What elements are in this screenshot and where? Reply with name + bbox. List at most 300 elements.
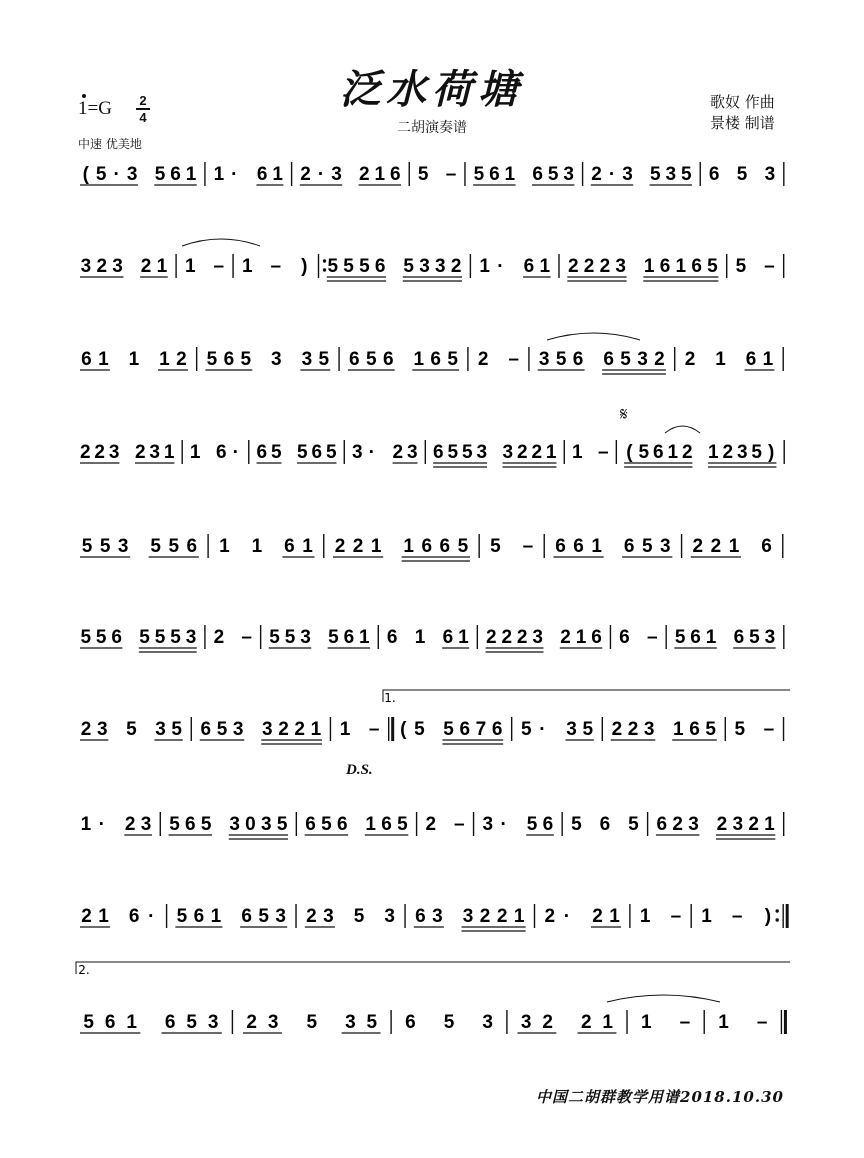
note: 5	[126, 719, 137, 740]
note: 3	[532, 627, 543, 648]
note: 1	[339, 719, 351, 740]
note: 2	[79, 442, 91, 463]
note: 1	[310, 719, 322, 740]
note: 2	[477, 349, 489, 370]
note: 5	[306, 1012, 318, 1033]
note: 5	[154, 627, 166, 648]
note: 1	[675, 256, 687, 277]
note: 2	[599, 256, 611, 277]
note: 6	[459, 719, 471, 740]
note: 1	[163, 442, 175, 463]
note: 1	[413, 349, 425, 370]
note: 6	[241, 906, 252, 927]
note: 1	[251, 536, 263, 557]
note: 3	[96, 719, 108, 740]
note: 5	[526, 814, 538, 835]
note: 3	[301, 349, 313, 370]
note: 6	[193, 906, 205, 927]
note: 1	[98, 906, 109, 927]
note: 2	[684, 349, 696, 370]
note: 1	[414, 627, 426, 648]
note: 2	[124, 814, 136, 835]
symbol: ·	[232, 442, 239, 463]
note: 6	[128, 906, 140, 927]
note: 5	[168, 536, 180, 557]
note: 5	[638, 442, 650, 463]
note: 2	[591, 164, 602, 185]
note: 5	[206, 349, 218, 370]
symbol: ·	[148, 906, 155, 927]
note: 5	[520, 719, 532, 740]
note: 1	[156, 256, 168, 277]
note: 5	[707, 256, 718, 277]
note: 1	[708, 442, 719, 463]
symbol: –	[368, 719, 380, 740]
note: 1	[728, 536, 740, 557]
note: 2	[654, 349, 665, 370]
note: 1	[458, 627, 469, 648]
meter-bottom: 4	[139, 109, 147, 125]
note: 1	[705, 627, 717, 648]
note: 3	[140, 814, 152, 835]
note: 5	[328, 627, 339, 648]
note: 6	[659, 256, 671, 277]
note: 2	[134, 442, 146, 463]
note: 5	[81, 536, 93, 557]
note: 5	[620, 349, 631, 370]
note: 2	[352, 536, 364, 557]
note: 6	[745, 349, 757, 370]
note: 2	[485, 627, 497, 648]
note: 2	[583, 256, 595, 277]
note: 3	[764, 164, 776, 185]
note: 3	[419, 256, 430, 277]
note: 1	[185, 164, 197, 185]
note: 6	[591, 627, 602, 648]
note: 1	[641, 1012, 652, 1033]
note: 2	[213, 627, 225, 648]
note: 1	[98, 349, 109, 370]
volta-1-bracket	[383, 690, 790, 702]
note: 3	[732, 814, 744, 835]
note: 1	[359, 627, 370, 648]
note: 1	[370, 536, 382, 557]
note: 3	[267, 1012, 279, 1033]
symbol: )	[764, 906, 772, 927]
note: 2	[592, 906, 603, 927]
note: 2	[716, 814, 728, 835]
note: 2	[627, 719, 639, 740]
note: 1	[213, 164, 225, 185]
note: 6	[336, 814, 348, 835]
note: 6	[343, 627, 355, 648]
note: 3	[117, 536, 129, 557]
note: 5	[200, 814, 212, 835]
note: 6	[442, 627, 454, 648]
note: 3	[643, 719, 655, 740]
note: 5	[318, 349, 330, 370]
note: 3	[520, 1012, 532, 1033]
slur-arc	[547, 333, 640, 340]
note: 6	[415, 906, 426, 927]
note: 3	[476, 442, 488, 463]
note: 5	[150, 536, 161, 557]
note: 5	[751, 442, 763, 463]
note: 5	[258, 906, 269, 927]
note: 3	[622, 164, 633, 185]
note: 1	[504, 164, 516, 185]
arranger-credit: 景楼 制谱	[710, 114, 775, 132]
note: 1	[128, 349, 140, 370]
symbol: ·	[563, 906, 571, 927]
note: 2	[580, 1012, 592, 1033]
slur-arc	[665, 426, 700, 433]
note: 6	[433, 442, 444, 463]
note: 2	[710, 536, 722, 557]
note: 5	[681, 164, 692, 185]
note: 5	[749, 627, 760, 648]
note: 6	[603, 349, 614, 370]
note: 6	[573, 536, 584, 557]
note: 6	[186, 536, 198, 557]
note: 5	[171, 719, 182, 740]
note: 6	[572, 349, 584, 370]
note: 5	[99, 536, 111, 557]
note: 2	[450, 256, 462, 277]
note: 2	[96, 256, 108, 277]
note: 2	[359, 164, 370, 185]
note: 6	[653, 442, 664, 463]
note: 6	[430, 349, 441, 370]
note: 3	[323, 906, 334, 927]
note: 3	[262, 719, 273, 740]
symbol: –	[270, 256, 282, 277]
note: 6	[489, 164, 500, 185]
note: 6	[523, 256, 535, 277]
note: 6	[256, 442, 268, 463]
note: 3	[185, 627, 197, 648]
note: 2	[567, 256, 579, 277]
symbol: –	[763, 719, 775, 740]
note: 5	[705, 719, 716, 740]
note: 5	[547, 164, 559, 185]
note: 5	[414, 719, 425, 740]
volta-2-label: 2.	[78, 963, 90, 977]
note: 3	[155, 719, 166, 740]
symbol: ·	[500, 814, 507, 835]
note: 3	[352, 442, 363, 463]
note: 2	[334, 536, 346, 557]
note: 2	[560, 627, 571, 648]
note: 1	[189, 442, 201, 463]
note: 1	[575, 627, 587, 648]
note: 2	[672, 814, 683, 835]
note: 3	[229, 814, 240, 835]
note: 3	[260, 814, 272, 835]
note: 6	[532, 164, 543, 185]
symbol: ·	[231, 164, 238, 185]
note: 5	[582, 719, 594, 740]
note: 2	[611, 719, 623, 740]
note: 2	[501, 627, 513, 648]
note: 5	[417, 164, 429, 185]
symbol: ·	[539, 719, 546, 740]
note: 1	[591, 536, 602, 557]
note: 5	[359, 256, 370, 277]
note: 5	[366, 1012, 378, 1033]
note: 3	[615, 256, 626, 277]
note: 2	[81, 906, 92, 927]
note: 2	[681, 442, 693, 463]
note: 1	[701, 906, 712, 927]
note: 3	[345, 1012, 356, 1033]
note: 6	[81, 349, 92, 370]
note: 3	[462, 906, 474, 927]
note: 3	[300, 627, 311, 648]
note: 5	[170, 627, 181, 648]
note: 5	[276, 814, 288, 835]
note: 6	[439, 536, 451, 557]
note: 6	[733, 627, 745, 648]
note: 2	[294, 719, 305, 740]
symbol: –	[598, 442, 609, 463]
note: 5	[571, 814, 582, 835]
note: 2	[479, 906, 491, 927]
note: 6	[599, 814, 611, 835]
note: 3	[384, 906, 396, 927]
note: 1	[272, 164, 283, 185]
note: 2	[722, 442, 734, 463]
note: 5	[176, 906, 188, 927]
note: 1	[609, 906, 620, 927]
note: 1	[242, 256, 253, 277]
note: 6	[491, 719, 503, 740]
note: 1	[539, 256, 551, 277]
note: 3	[563, 164, 574, 185]
symbol: ·	[608, 164, 616, 185]
note: 5	[447, 349, 458, 370]
note: 1	[513, 906, 525, 927]
note: 2	[306, 906, 317, 927]
ds-marking: D.S.	[346, 762, 373, 778]
note: 5	[297, 442, 308, 463]
symbol: (	[82, 164, 89, 185]
note: 6	[691, 256, 702, 277]
symbol: )	[768, 442, 775, 463]
note: 1	[764, 814, 775, 835]
note: 1	[673, 719, 684, 740]
note: 1	[545, 442, 557, 463]
composer-credit: 歌奴 作曲	[710, 93, 775, 111]
note: 3	[688, 814, 699, 835]
note: 3	[432, 906, 443, 927]
footer-credit: 中国二胡群教学用谱2018.10.30	[536, 1088, 784, 1106]
note: 2	[140, 256, 152, 277]
note: 6	[223, 349, 235, 370]
note: 1	[80, 814, 92, 835]
note: 5	[240, 349, 252, 370]
note: 5	[139, 627, 150, 648]
symbol: (	[400, 719, 407, 740]
repeat-dot	[323, 259, 326, 262]
note: 1	[715, 349, 726, 370]
note: 6	[690, 627, 701, 648]
note: 6	[164, 1012, 176, 1033]
note: 5	[353, 906, 365, 927]
note: 5	[457, 536, 469, 557]
symbol: –	[508, 349, 519, 370]
note: 5	[321, 814, 332, 835]
note: 2	[425, 814, 437, 835]
note: 5	[154, 164, 166, 185]
note: 5	[365, 349, 377, 370]
note: 2	[246, 1012, 257, 1033]
note: 1	[159, 349, 170, 370]
note: 6	[386, 627, 398, 648]
note: 6	[390, 164, 401, 185]
symbol: –	[522, 536, 534, 557]
note: 1	[210, 906, 222, 927]
note: 6	[619, 627, 630, 648]
note: 5	[327, 256, 339, 277]
note: 6	[104, 1012, 116, 1033]
note: 3	[275, 906, 286, 927]
note: 5	[270, 442, 282, 463]
note: 1	[602, 1012, 613, 1033]
note: 5	[403, 256, 414, 277]
symbol: ·	[368, 442, 375, 463]
score-subtitle: 二胡演奏谱	[397, 120, 467, 136]
note: 3	[80, 256, 92, 277]
note: 5	[555, 349, 567, 370]
key-signature: 1=G	[78, 98, 112, 119]
note: 5	[735, 256, 747, 277]
note: 6	[215, 442, 227, 463]
note: 5	[650, 164, 661, 185]
note: 2	[300, 164, 311, 185]
note: 5	[674, 627, 686, 648]
note: 1	[718, 1012, 729, 1033]
symbol: –	[670, 906, 682, 927]
note: 5	[325, 442, 337, 463]
score-title: 泛水荷塘	[340, 66, 524, 113]
slur-arc	[607, 995, 720, 1002]
volta-2-bracket	[76, 962, 790, 974]
note: 2	[516, 442, 528, 463]
note: 5	[447, 442, 459, 463]
symbol: ·	[317, 164, 325, 185]
note: 5	[461, 442, 473, 463]
note: 3	[482, 1012, 493, 1033]
note: 1	[571, 442, 583, 463]
note: 0	[245, 814, 256, 835]
symbol: –	[679, 1012, 691, 1033]
note: 3	[538, 349, 550, 370]
note: 1	[374, 164, 386, 185]
note: 5	[490, 536, 501, 557]
note: 2	[496, 906, 508, 927]
note: 2	[80, 719, 92, 740]
note: 3	[407, 442, 418, 463]
note: 2	[748, 814, 759, 835]
volta-1-label: 1.	[384, 691, 396, 705]
note: 1	[219, 536, 230, 557]
symbol: –	[756, 1012, 768, 1033]
symbol: –	[241, 627, 253, 648]
note: 1	[639, 906, 651, 927]
note: 5	[397, 814, 408, 835]
note: 5	[284, 627, 296, 648]
note: 3	[108, 442, 120, 463]
symbol: –	[445, 164, 457, 185]
repeat-dot	[775, 909, 778, 912]
note: 6	[185, 814, 196, 835]
note: 3	[764, 627, 776, 648]
note: 5	[83, 1012, 95, 1033]
symbol: –	[764, 256, 775, 277]
repeat-dot	[775, 918, 778, 921]
note: 3	[149, 442, 160, 463]
note: 1	[479, 256, 490, 277]
note: 6	[200, 719, 212, 740]
symbol: –	[646, 627, 658, 648]
note: 1	[667, 442, 679, 463]
tempo-marking: 中速 优美地	[78, 137, 142, 151]
symbol: ·	[98, 814, 105, 835]
note: 2	[392, 442, 404, 463]
note: 5	[641, 536, 653, 557]
note: 1	[185, 256, 196, 277]
note: 3	[665, 164, 677, 185]
symbol: )	[301, 256, 308, 277]
note: 3	[736, 442, 748, 463]
note: 2	[544, 906, 556, 927]
note: 5	[734, 719, 746, 740]
note: 3	[331, 164, 342, 185]
note: 6	[111, 627, 122, 648]
note: 6	[170, 164, 181, 185]
note: 3	[482, 814, 494, 835]
repeat-dot	[323, 268, 326, 271]
note: 5	[269, 627, 280, 648]
note: 3	[112, 256, 123, 277]
symbol: ·	[113, 164, 120, 185]
note: 5	[443, 719, 454, 740]
note: 3	[435, 256, 446, 277]
note: 5	[628, 814, 639, 835]
note: 6	[623, 536, 635, 557]
note: 1	[365, 814, 377, 835]
note: 6	[305, 814, 316, 835]
note: 6	[542, 814, 554, 835]
note: 3	[637, 349, 648, 370]
note: 3	[660, 536, 671, 557]
note: 5	[95, 164, 107, 185]
note: 3	[566, 719, 577, 740]
segno-sign: 𝄋	[620, 404, 628, 425]
note: 1	[302, 536, 313, 557]
note: 6	[761, 536, 772, 557]
note: 2	[278, 719, 289, 740]
note: 5	[80, 627, 92, 648]
note: 3	[271, 349, 282, 370]
note: 5	[473, 164, 485, 185]
note: 2	[516, 627, 528, 648]
note: 7	[475, 719, 487, 740]
symbol: –	[454, 814, 465, 835]
note: 2	[176, 349, 187, 370]
slur-arc	[182, 239, 260, 246]
